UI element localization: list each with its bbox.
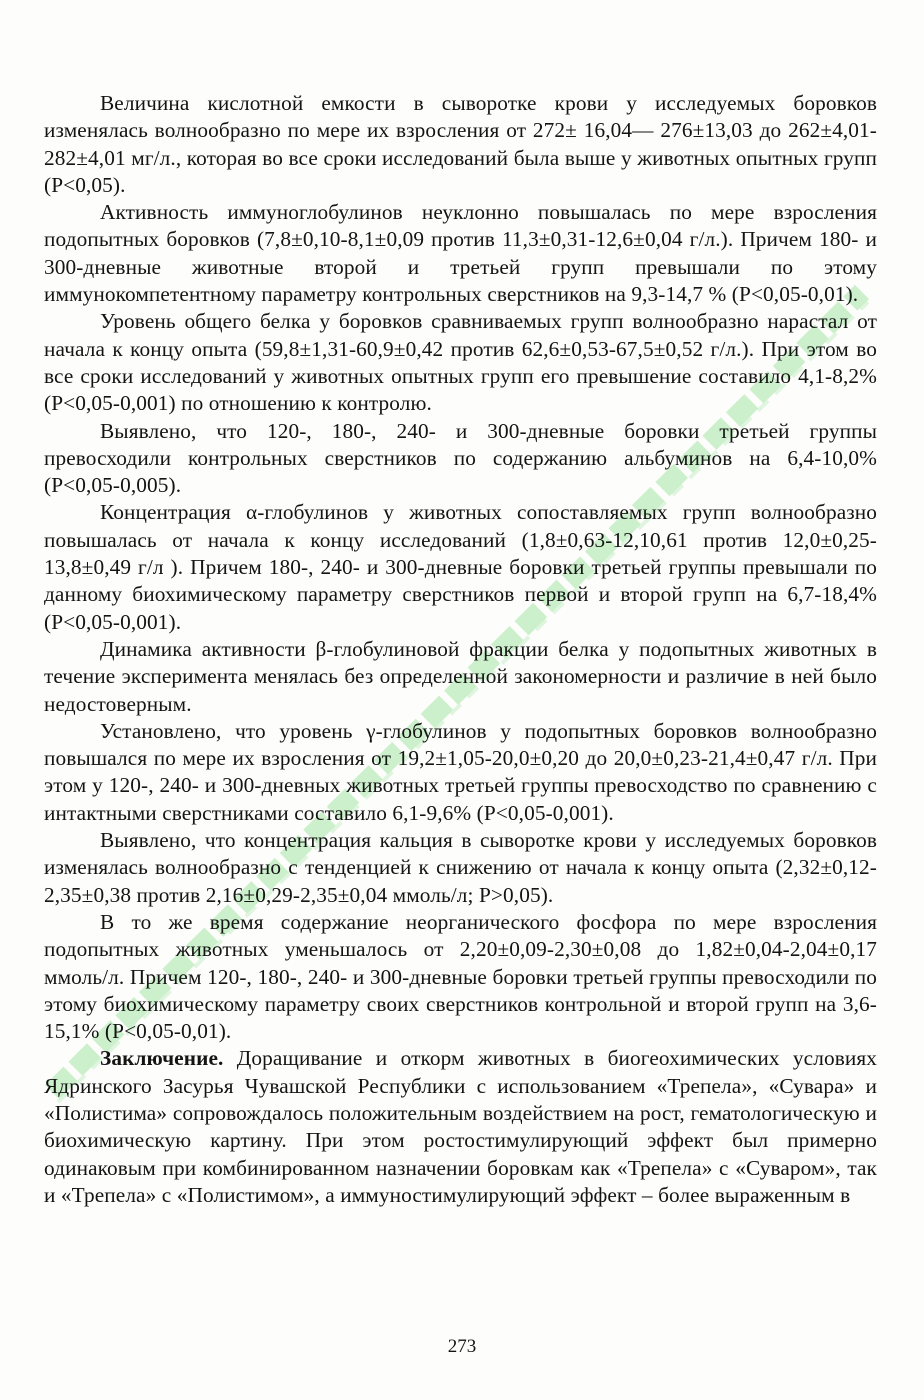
page-number: 273 — [447, 1336, 477, 1357]
paragraph-phosphorus: В то же время содержание неорганического фосфора по мере взросления подопытных животных уменьшалось от 2,20±0,09-2,30±0,08 до 1,82±0,04-2,04±0,17 ммоль/л. Причем 120-, 180-, 240- и 300-дневные боровки третьей группы превосходили по этому биохимическому параметру своих сверстников контрольной и второй групп на 3,6-15,1% (Р<0,05-0,01). — [44, 909, 877, 1044]
paragraph-total-protein: Уровень общего белка у боровков сравниваемых групп волнообразно нарастал от начала к концу опыта (59,8±1,31-60,9±0,42 против 62,6±0,53-67,5±0,52 г/л.). При этом во все сроки исследований у животных опытных групп его превышение составило 4,1-8,2% (Р<0,05-0,001) по отношению к контролю. — [44, 309, 877, 416]
paragraph-albumins: Выявлено, что 120-, 180-, 240- и 300-дневные боровки третьей группы превосходили контрольных сверстников по содержанию альбуминов на 6,4-10,0% (Р<0,05-0,005). — [44, 418, 877, 498]
conclusion-heading: Заключение. — [100, 1046, 224, 1071]
paragraph-acid-capacity: Величина кислотной емкости в сыворотке крови у исследуемых боровков изменялась волнообразно по мере их взросления от 272± 16,04— 276±13,03 до 262±4,01-282±4,01 мг/л., которая во все сроки исследований была выше у животных опытных групп (Р<0,05). — [44, 91, 877, 197]
conclusion-text: Доращивание и откорм животных в биогеохимических условиях Ядринского Засурья Чувашской Республики с использованием «Трепела», «Сувара» и «Полистима» сопровождалось положительным воздействием на рост, гематологическую и биохимическую картину. При этом ростостимулирующий эффект был примерно одинаковым при комбинированном назначении боровкам как «Трепела» с «Суваром», так и «Трепела» с «Полистимом», а иммуностимулирующий эффект – более выраженным в — [44, 1046, 877, 1207]
paragraph-calcium: Выявлено, что концентрация кальция в сыворотке крови у исследуемых боровков изменялась волнообразно с тенденцией к снижению от начала к концу опыта (2,32±0,12-2,35±0,38 против 2,16±0,29-2,35±0,04 ммоль/л; Р>0,05). — [44, 828, 877, 907]
paragraph-beta-globulins: Динамика активности β-глобулиновой фракции белка у подопытных животных в течение эксперимента менялась без определенной закономерности и различие в ней было недостоверным. — [44, 636, 877, 716]
paragraph-conclusion — [44, 1045, 877, 1209]
body-text — [44, 90, 877, 1209]
paragraph-gamma-globulins: Установлено, что уровень γ-глобулинов у подопытных боровков волнообразно повышался по мере их взросления от 19,2±1,05-20,0±0,20 до 20,0±0,23-21,4±0,47 г/л. При этом у 120-, 240- и 300-дневных животных третьей группы превосходство по сравнению с интактными сверстниками составило 6,1-9,6% (Р<0,05-0,001). — [44, 718, 877, 825]
paragraph-immunoglobulins: Активность иммуноглобулинов неуклонно повышалась по мере взросления подопытных боровков (7,8±0,10-8,1±0,09 против 11,3±0,31-12,6±0,04 г/л.). Причем 180- и 300-дневные животные второй и третьей групп превышали по этому иммунокомпетентному параметру контрольных сверстников на 9,3-14,7 % (Р<0,05-0,01). — [44, 200, 877, 307]
paragraph-alpha-globulins: Концентрация α-глобулинов у животных сопоставляемых групп волнообразно повышалась от начала к концу исследований (1,8±0,63-12,10,61 против 12,0±0,25-13,8±0,49 г/л ). Причем 180-, 240- и 300-дневные боровки третьей группы превышали по данному биохимическому параметру сверстников первой и второй групп на 6,7-18,4% (Р<0,05-0,001). — [44, 500, 877, 634]
